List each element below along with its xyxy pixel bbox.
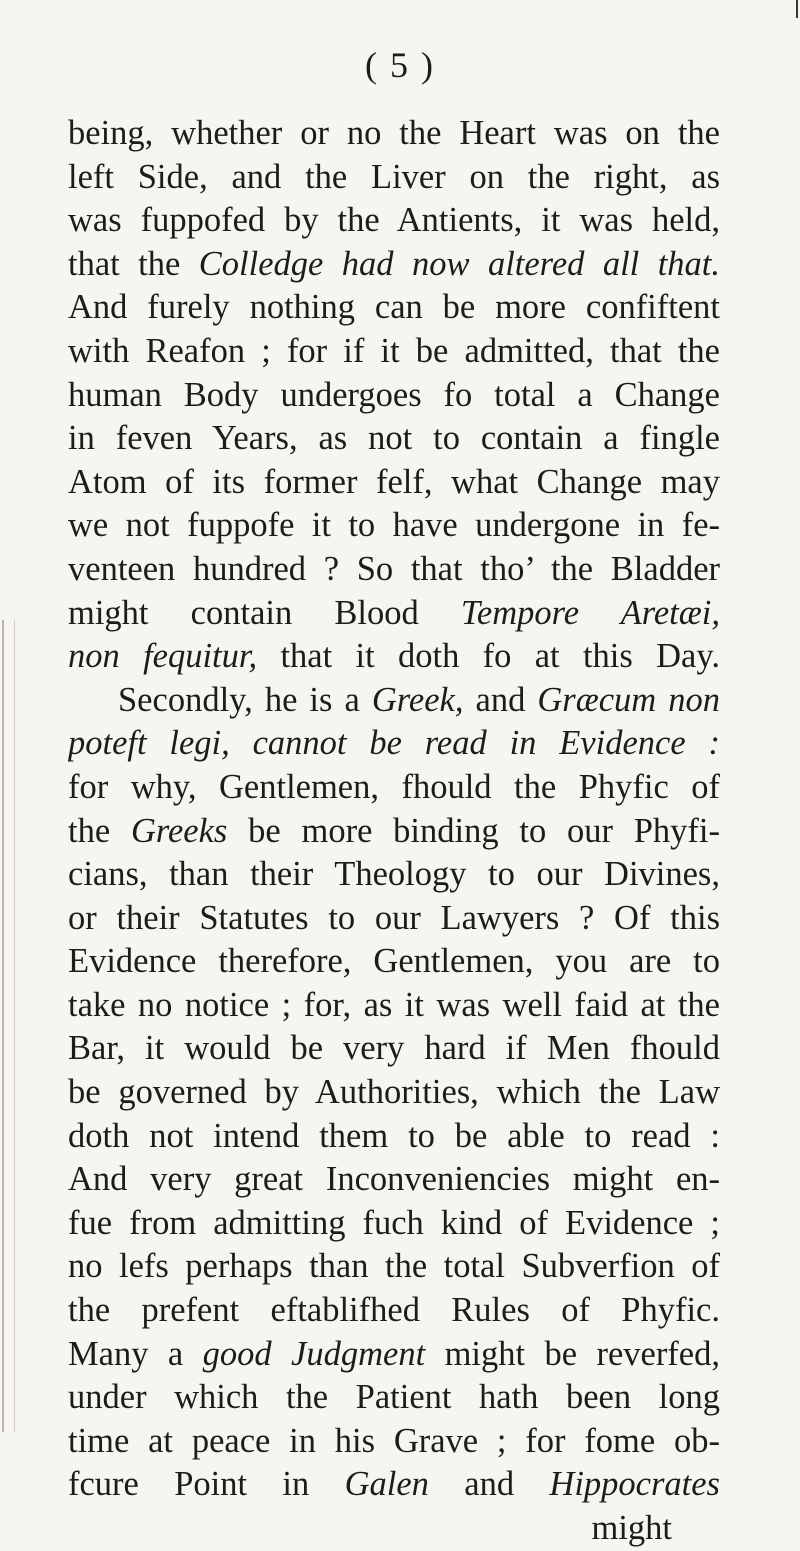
text-run: Evidence therefore, Gentlemen, you are to <box>68 942 720 981</box>
text-line <box>68 984 720 1028</box>
text-run: cians, than their Theology to our Divines, <box>68 855 720 894</box>
text-line <box>68 679 720 723</box>
binding-shadow <box>2 620 15 1432</box>
text-line <box>68 1115 720 1159</box>
text-line <box>68 199 720 243</box>
italic-text-run: Græcum non <box>537 680 720 719</box>
text-run: might <box>591 1509 672 1547</box>
text-line <box>68 1376 720 1420</box>
italic-text-run: Galen <box>344 1465 429 1504</box>
text-line <box>68 1289 720 1333</box>
text-run: be more binding to our Phyfi- <box>227 811 720 850</box>
text-run: Bar, it would be very hard if Men fhould <box>68 1029 720 1068</box>
text-run: Secondly, he is a <box>118 680 372 719</box>
text-line <box>68 243 720 287</box>
text-line <box>68 417 720 461</box>
text-line <box>68 940 720 984</box>
text-run: and <box>428 1465 550 1504</box>
text-run: or their Statutes to our Lawyers ? Of this <box>68 898 720 937</box>
text-line <box>68 810 720 854</box>
text-run: doth not intend them to be able to read : <box>68 1116 720 1155</box>
text-line <box>68 1202 720 1246</box>
text-run: be governed by Authorities, which the Law <box>68 1073 720 1112</box>
body-text <box>68 112 720 1551</box>
text-run: might be reverfed, <box>425 1334 720 1373</box>
text-line <box>68 897 720 941</box>
text-line <box>68 156 720 200</box>
text-run: under which the Patient hath been long <box>68 1378 720 1417</box>
text-line <box>68 374 720 418</box>
italic-text-run: non fequitur, <box>68 637 258 676</box>
text-line <box>68 330 720 374</box>
text-run: no lefs perhaps than the total Subverfion of <box>68 1247 720 1286</box>
text-line <box>68 112 720 156</box>
italic-text-run: Hippocrates <box>549 1465 720 1504</box>
text-run: was fuppofed by the Antients, it was held, <box>68 201 720 240</box>
text-line <box>68 853 720 897</box>
text-run: fue from admitting fuch kind of Evidence ; <box>68 1203 720 1242</box>
italic-text-run: Tempore Aretæi, <box>460 593 720 632</box>
text-line <box>68 592 720 636</box>
text-run: take no notice ; for, as it was well faid at the <box>68 985 720 1024</box>
text-line <box>68 1507 720 1551</box>
text-run: that it doth fo at this Day. <box>257 637 720 676</box>
text-line <box>68 1333 720 1377</box>
text-run: for why, Gentlemen, fhould the Phyfic of <box>68 767 720 806</box>
text-run: with Reafon ; for if it be admitted, that the <box>68 331 720 370</box>
text-run: the prefent eftablifhed Rules of Phyfic. <box>68 1291 720 1330</box>
text-run: that the <box>68 244 199 283</box>
text-run: we not fuppofe it to have undergone in fe- <box>68 506 720 545</box>
text-run: might contain Blood <box>68 593 461 632</box>
text-run: fcure Point in <box>68 1465 345 1504</box>
page-edge-mark <box>796 0 798 18</box>
italic-text-run: Colledge had now altered all that. <box>198 244 720 283</box>
text-line <box>68 461 720 505</box>
italic-text-run: Greek, <box>371 680 464 719</box>
text-run: in feven Years, as not to contain a fingle <box>68 419 720 458</box>
page-number: ( 5 ) <box>365 45 435 85</box>
text-run: left Side, and the Liver on the right, as <box>68 157 720 196</box>
text-run: time at peace in his Grave ; for fome ob- <box>68 1421 720 1460</box>
text-run: Many a <box>68 1334 203 1373</box>
text-line <box>68 766 720 810</box>
text-line <box>68 635 720 679</box>
text-line <box>68 286 720 330</box>
text-line <box>68 1158 720 1202</box>
text-run: And furely nothing can be more confiftent <box>68 288 720 327</box>
text-line <box>68 1463 720 1507</box>
text-run: human Body undergoes fo total a Change <box>68 375 720 414</box>
text-line <box>68 1245 720 1289</box>
italic-text-run: Greeks <box>130 811 228 850</box>
italic-text-run: good Judgment <box>202 1334 426 1373</box>
text-line <box>68 1420 720 1464</box>
text-line <box>68 548 720 592</box>
text-line <box>68 504 720 548</box>
text-run: Atom of its former felf, what Change may <box>68 462 720 501</box>
text-run: And very great Inconveniencies might en- <box>68 1160 720 1199</box>
text-run: venteen hundred ? So that tho’ the Bladder <box>68 549 720 588</box>
italic-text-run: poteft legi, cannot be read in Evidence : <box>68 724 720 763</box>
text-run: being, whether or no the Heart was on the <box>68 114 720 152</box>
text-line <box>68 1027 720 1071</box>
text-line <box>68 1071 720 1115</box>
text-run: the <box>68 811 131 850</box>
text-line <box>68 722 720 766</box>
text-run: and <box>463 680 538 719</box>
